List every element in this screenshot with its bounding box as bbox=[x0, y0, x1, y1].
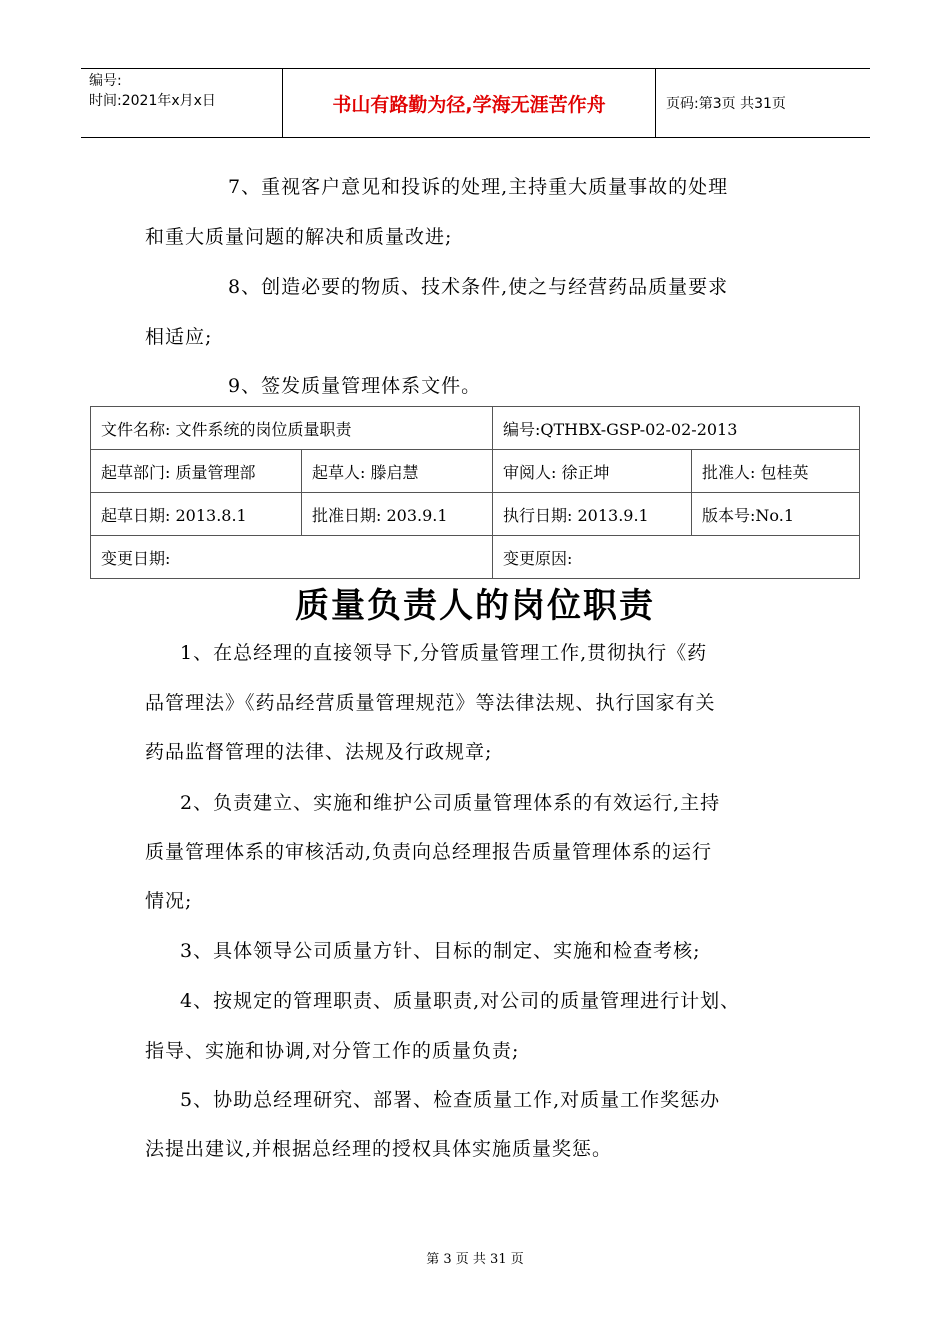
code-cell: 编号:QTHBX-GSP-02-02-2013 bbox=[493, 407, 860, 450]
header-number: 编号: bbox=[89, 73, 122, 89]
paragraph-line: 4、按规定的管理职责、质量职责,对公司的质量管理进行计划、 bbox=[180, 990, 741, 1012]
paragraph-line: 药品监督管理的法律、法规及行政规章; bbox=[145, 741, 493, 763]
version-cell: 版本号:No.1 bbox=[692, 493, 860, 536]
paragraph-line: 9、签发质量管理体系文件。 bbox=[228, 375, 482, 397]
paragraph-line: 5、协助总经理研究、部署、检查质量工作,对质量工作奖惩办 bbox=[180, 1089, 721, 1111]
paragraph-line: 8、创造必要的物质、技术条件,使之与经营药品质量要求 bbox=[228, 276, 729, 298]
exec-date-cell: 执行日期: 2013.9.1 bbox=[493, 493, 692, 536]
document-info-table bbox=[90, 406, 860, 579]
drafter-cell: 起草人: 滕启慧 bbox=[302, 450, 493, 493]
header-time: 时间:2021年x月x日 bbox=[89, 93, 216, 109]
paragraph-line: 法提出建议,并根据总经理的授权具体实施质量奖惩。 bbox=[145, 1138, 613, 1160]
paragraph-line: 1、在总经理的直接领导下,分管质量管理工作,贯彻执行《药 bbox=[180, 642, 708, 664]
page-footer: 第 3 页 共 31 页 bbox=[426, 1252, 524, 1267]
header-motto: 书山有路勤为径,学海无涯苦作舟 bbox=[283, 69, 656, 137]
page-header bbox=[81, 68, 870, 138]
paragraph-line: 7、重视客户意见和投诉的处理,主持重大质量事故的处理 bbox=[228, 176, 729, 198]
header-page-info: 页码:第3页 共31页 bbox=[666, 96, 786, 112]
paragraph-line: 质量管理体系的审核活动,负责向总经理报告质量管理体系的运行 bbox=[145, 841, 713, 863]
header-meta bbox=[81, 69, 283, 137]
paragraph-line: 指导、实施和协调,对分管工作的质量负责; bbox=[145, 1040, 520, 1062]
file-name-cell: 文件名称: 文件系统的岗位质量职责 bbox=[91, 407, 493, 450]
reviewer-cell: 审阅人: 徐正坤 bbox=[493, 450, 692, 493]
paragraph-line: 相适应; bbox=[145, 326, 213, 348]
draft-dept-cell: 起草部门: 质量管理部 bbox=[91, 450, 302, 493]
paragraph-line: 2、负责建立、实施和维护公司质量管理体系的有效运行,主持 bbox=[180, 792, 721, 814]
section-title: 质量负责人的岗位职责 bbox=[295, 586, 655, 626]
draft-date-cell: 起草日期: 2013.8.1 bbox=[91, 493, 302, 536]
change-date-cell: 变更日期: bbox=[91, 536, 493, 579]
approve-date-cell: 批准日期: 203.9.1 bbox=[302, 493, 493, 536]
paragraph-line: 3、具体领导公司质量方针、目标的制定、实施和检查考核; bbox=[180, 940, 701, 962]
change-reason-cell: 变更原因: bbox=[493, 536, 860, 579]
paragraph-line: 和重大质量问题的解决和质量改进; bbox=[145, 226, 453, 248]
approver-cell: 批准人: 包桂英 bbox=[692, 450, 860, 493]
paragraph-line: 品管理法》《药品经营质量管理规范》等法律法规、执行国家有关 bbox=[145, 692, 716, 714]
paragraph-line: 情况; bbox=[145, 890, 193, 912]
